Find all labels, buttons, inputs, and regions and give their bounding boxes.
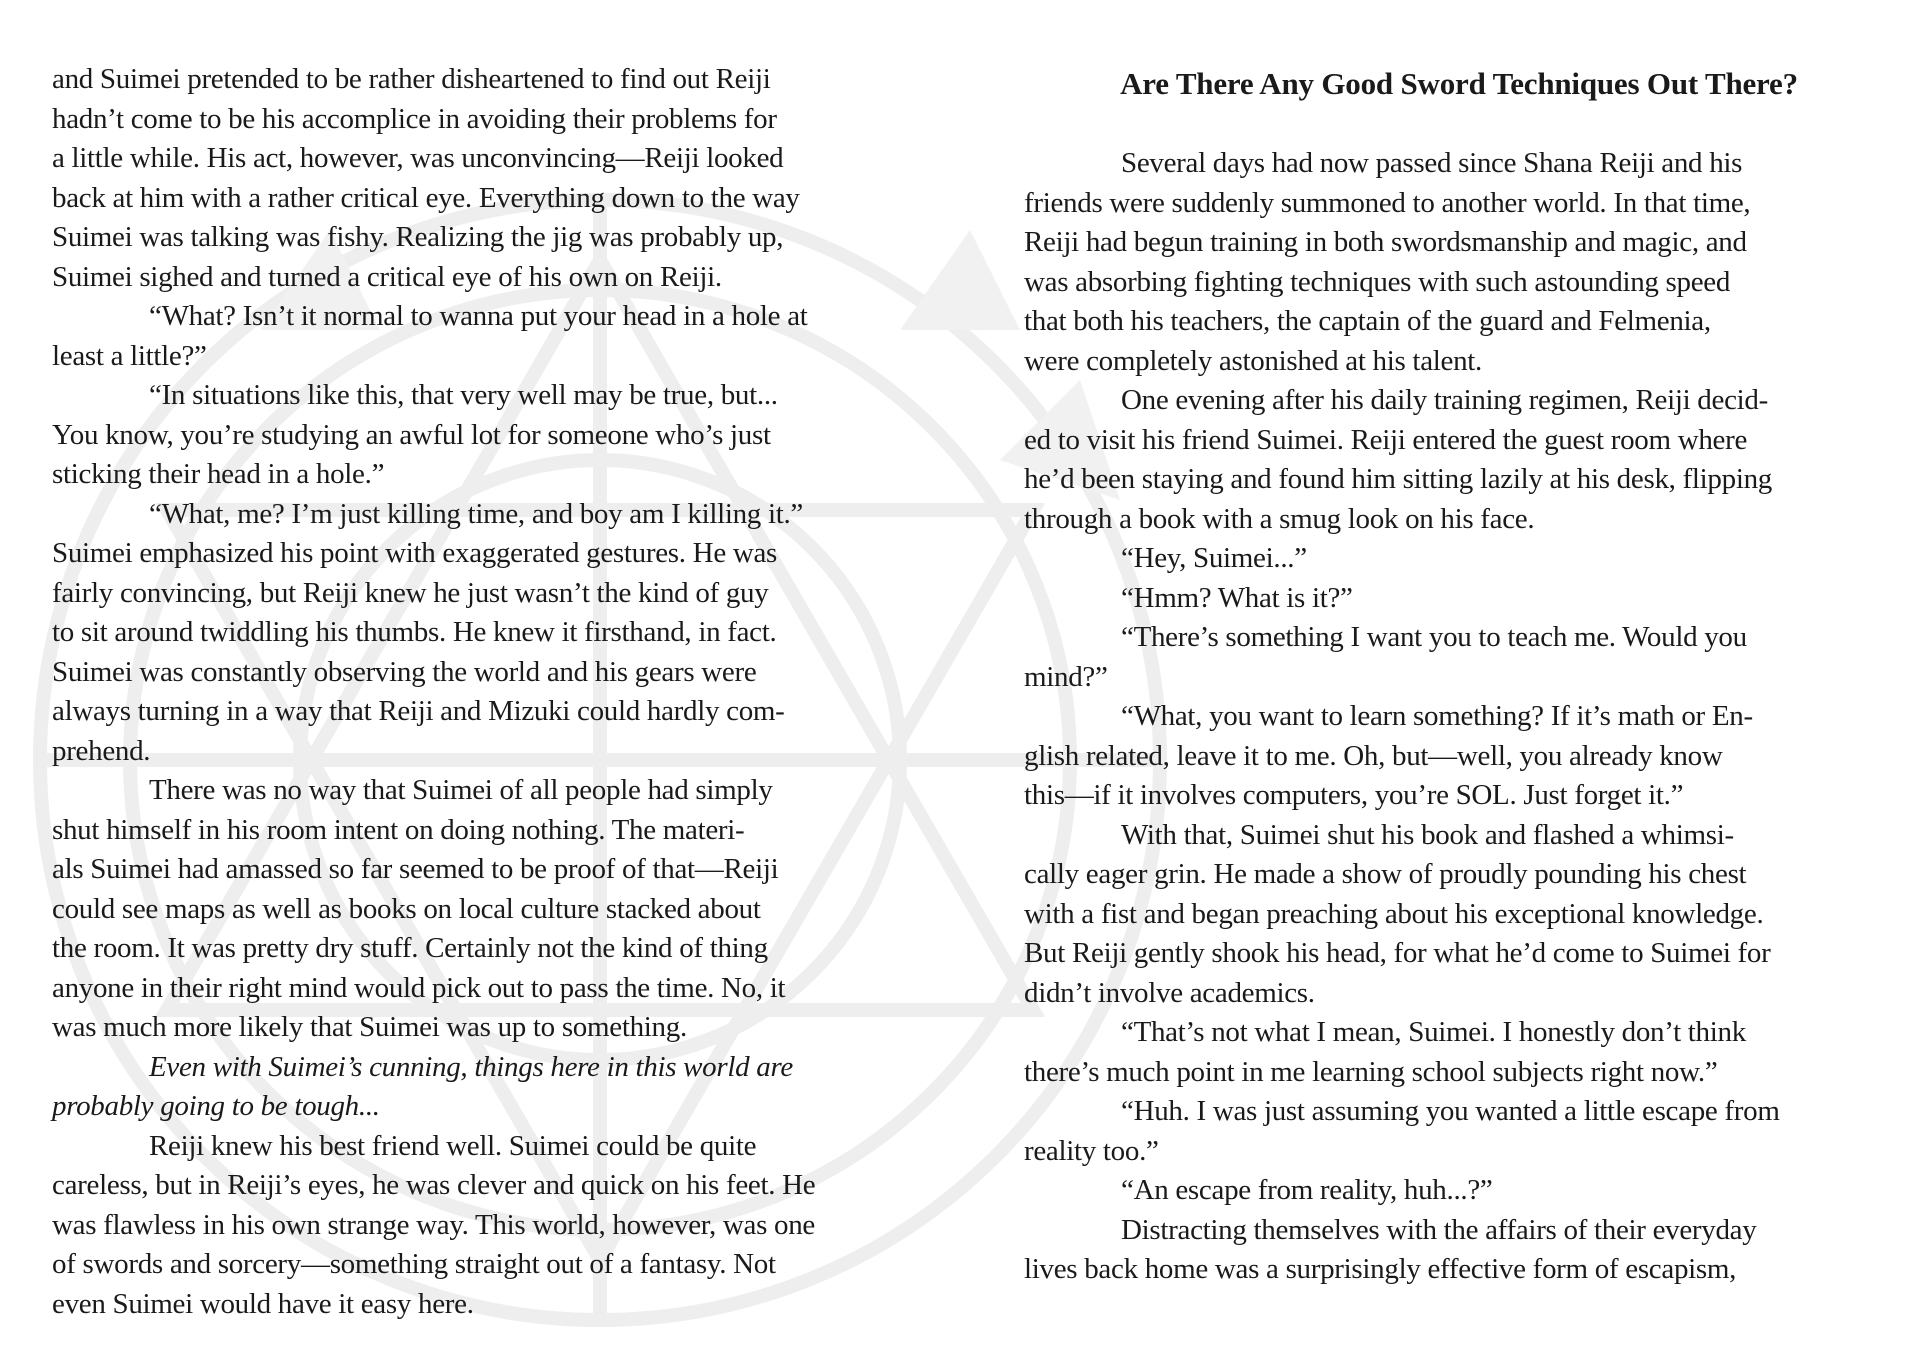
text-line: that both his teachers, the captain of the guard and Felmenia, — [1024, 305, 1711, 337]
text-line: “What, you want to learn something? If it’s math or En- — [1121, 700, 1753, 732]
text-line: reality too.” — [1024, 1134, 1159, 1167]
text-line: even Suimei would have it easy here. — [52, 1287, 474, 1320]
text-line: “That’s not what I mean, Suimei. I honestly don’t think — [1121, 1016, 1746, 1048]
paragraph — [1024, 618, 1894, 697]
text-line: to sit around twiddling his thumbs. He knew it firsthand, in fact. — [52, 616, 777, 648]
text-line: with a fist and began preaching about his exceptional knowledge. — [1024, 897, 1764, 930]
text-line: always turning in a way that Reiji and Mizuki could hardly com- — [52, 695, 785, 727]
text-line: Suimei sighed and turned a critical eye of his own on Reiji. — [52, 260, 722, 293]
text-line: mind?” — [1024, 660, 1108, 693]
paragraph — [1024, 579, 1894, 619]
text-line: a little while. His act, however, was unconvincing—Reiji looked — [52, 142, 784, 174]
text-line: sticking their head in a hole.” — [52, 458, 385, 490]
text-line: fairly convincing, but Reiji knew he just wasn’t the kind of guy — [52, 576, 769, 609]
text-line: Suimei was constantly observing the world and his gears were — [52, 655, 757, 688]
paragraph — [1024, 1092, 1894, 1171]
text-line: “Hmm? What is it?” — [1121, 581, 1353, 614]
right-page-body — [1024, 144, 1894, 1290]
text-line: Distracting themselves with the affairs of their everyday — [1121, 1213, 1757, 1246]
text-line: didn’t involve academics. — [1024, 976, 1315, 1009]
text-line: could see maps as well as books on local culture stacked about — [52, 892, 761, 925]
text-line: anyone in their right mind would pick out to pass the time. No, it — [52, 971, 786, 1004]
text-line: cally eager grin. He made a show of proudly pounding his chest — [1024, 858, 1747, 890]
text-line: he’d been staying and found him sitting lazily at his desk, flipping — [1024, 463, 1772, 495]
text-line: this—if it involves computers, you’re SOL. Just forget it.” — [1024, 779, 1684, 811]
text-line: “An escape from reality, huh...?” — [1121, 1174, 1493, 1206]
text-line: Even with Suimei’s cunning, things here in this world are — [149, 1050, 793, 1083]
text-line: the room. It was pretty dry stuff. Certainly not the kind of thing — [52, 932, 768, 964]
paragraph — [1024, 1013, 1894, 1092]
paragraph — [52, 297, 932, 376]
text-line: probably going to be tough... — [52, 1090, 380, 1122]
paragraph — [1024, 144, 1894, 381]
text-line: hadn’t come to be his accomplice in avoiding their problems for — [52, 102, 777, 135]
paragraph — [1024, 539, 1894, 579]
text-line: through a book with a smug look on his face. — [1024, 502, 1535, 535]
text-line: Reiji had begun training in both swordsmanship and magic, and — [1024, 226, 1747, 258]
text-line: “What, me? I’m just killing time, and boy am I killing it.” — [149, 497, 803, 530]
text-line: shut himself in his room intent on doing nothing. The materi- — [52, 813, 745, 846]
text-line: was absorbing fighting techniques with such astounding speed — [1024, 265, 1731, 298]
text-line: back at him with a rather critical eye. Everything down to the way — [52, 181, 800, 214]
chapter-title: Are There Any Good Sword Techniques Out There? — [1120, 66, 1798, 101]
text-line: “Huh. I was just assuming you wanted a little escape from — [1121, 1095, 1780, 1127]
text-line: One evening after his daily training regimen, Reiji decid- — [1121, 384, 1768, 416]
paragraph — [52, 771, 932, 1048]
text-line: “There’s something I want you to teach me. Would you — [1121, 621, 1747, 653]
text-line: But Reiji gently shook his head, for what he’d come to Suimei for — [1024, 937, 1771, 969]
paragraph — [1024, 1171, 1894, 1211]
right-page — [1024, 60, 1894, 1290]
text-line: were completely astonished at his talent. — [1024, 344, 1483, 377]
text-line: of swords and sorcery—something straight out of a fantasy. Not — [52, 1248, 776, 1280]
text-line: there’s much point in me learning school subjects right now.” — [1024, 1055, 1718, 1088]
text-line: Several days had now passed since Shana Reiji and his — [1121, 147, 1743, 179]
text-line: There was no way that Suimei of all people had simply — [149, 774, 773, 806]
text-line: “In situations like this, that very well may be true, but... — [149, 379, 778, 411]
text-line: With that, Suimei shut his book and flashed a whimsi- — [1121, 818, 1734, 851]
paragraph — [1024, 381, 1894, 539]
paragraph — [52, 495, 932, 772]
paragraph — [1024, 816, 1894, 1014]
text-line: You know, you’re studying an awful lot for someone who’s just — [52, 418, 771, 451]
paragraph — [52, 376, 932, 495]
text-line: was flawless in his own strange way. This world, however, was one — [52, 1208, 815, 1241]
text-line: lives back home was a surprisingly effective form of escapism, — [1024, 1253, 1737, 1285]
text-line: glish related, leave it to me. Oh, but—well, you already know — [1024, 739, 1723, 772]
paragraph — [1024, 697, 1894, 816]
text-line: Suimei emphasized his point with exaggerated gestures. He was — [52, 537, 778, 569]
paragraph — [52, 1127, 932, 1325]
text-line: prehend. — [52, 734, 151, 767]
text-line: was much more likely that Suimei was up to something. — [52, 1011, 687, 1043]
italic-paragraph — [52, 1048, 932, 1127]
text-line: als Suimei had amassed so far seemed to be proof of that—Reiji — [52, 853, 779, 885]
text-line: least a little?” — [52, 339, 207, 372]
text-line: Reiji knew his best friend well. Suimei could be quite — [149, 1129, 757, 1162]
left-page — [52, 60, 932, 1324]
text-line: ed to visit his friend Suimei. Reiji entered the guest room where — [1024, 423, 1748, 456]
text-line: and Suimei pretended to be rather disheartened to find out Reiji — [52, 63, 771, 95]
paragraph — [52, 60, 932, 297]
text-line: “Hey, Suimei...” — [1121, 542, 1307, 574]
text-line: careless, but in Reiji’s eyes, he was clever and quick on his feet. He — [52, 1169, 816, 1201]
text-line: Suimei was talking was fishy. Realizing the jig was probably up, — [52, 221, 784, 253]
paragraph — [1024, 1211, 1894, 1290]
text-line: friends were suddenly summoned to another world. In that time, — [1024, 186, 1751, 219]
text-line: “What? Isn’t it normal to wanna put your head in a hole at — [149, 300, 808, 332]
